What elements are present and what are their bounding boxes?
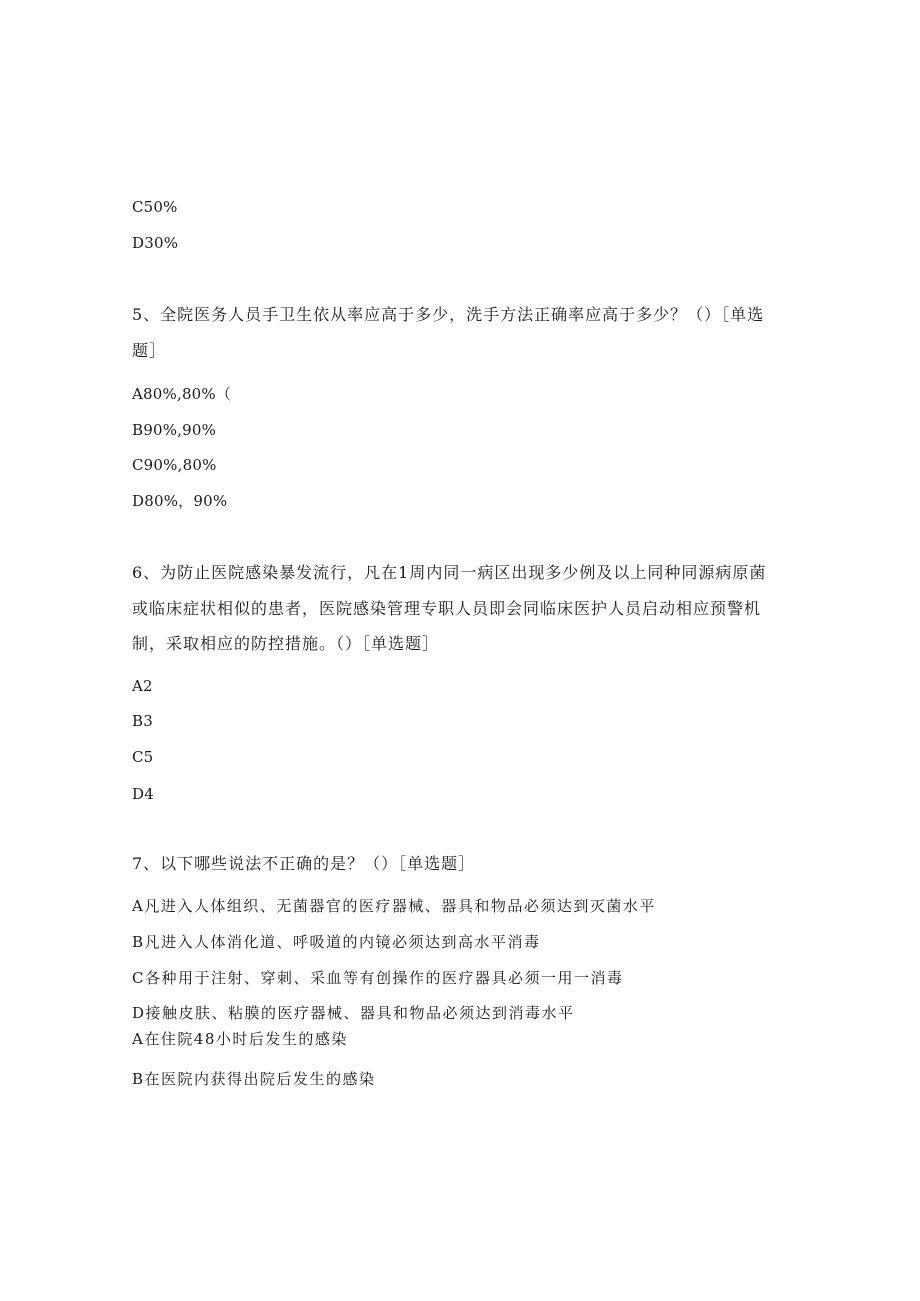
option-d: D接触皮肤、粘膜的医疗器械、器具和物品必须达到消毒水平 xyxy=(132,1004,575,1022)
option-a: A80%,80%（ xyxy=(132,385,232,403)
option-d: D30% xyxy=(132,234,179,252)
option-b: B在医院内获得出院后发生的感染 xyxy=(132,1070,376,1088)
option-b: B90%,90% xyxy=(132,421,217,439)
option-d: D4 xyxy=(132,785,154,803)
question-stem-line: 或临床症状相似的患者，医院感染管理专职人员即会同临床医护人员启动相应预警机 xyxy=(132,599,762,618)
option-a: A2 xyxy=(132,677,153,695)
option-b: B3 xyxy=(132,712,153,730)
option-b: B凡进入人体消化道、呼吸道的内镜必须达到高水平消毒 xyxy=(132,933,541,951)
question-stem-line: 制，采取相应的防控措施。（）［单选题］ xyxy=(132,634,440,653)
question-stem-line: 7、以下哪些说法不正确的是？（）［单选题］ xyxy=(132,854,476,873)
option-a: A在住院48小时后发生的感染 xyxy=(132,1030,348,1048)
option-a: A凡进入人体组织、无菌器官的医疗器械、器具和物品必须达到灭菌水平 xyxy=(132,897,656,915)
option-c: C90%,80% xyxy=(132,456,217,474)
option-c: C50% xyxy=(132,198,178,216)
option-c: C5 xyxy=(132,748,154,766)
option-c: C各种用于注射、穿刺、采血等有创操作的医疗器具必须一用一消毒 xyxy=(132,969,624,987)
question-stem-line: 题］ xyxy=(132,341,167,360)
question-stem-line: 6、为防止医院感染暴发流行，凡在1周内同一病区出现多少例及以上同种同源病原菌 xyxy=(132,563,767,582)
option-d: D80%，90% xyxy=(132,492,228,510)
question-stem-line: 5、全院医务人员手卫生依从率应高于多少，洗手方法正确率应高于多少？（）［单选 xyxy=(132,305,765,324)
